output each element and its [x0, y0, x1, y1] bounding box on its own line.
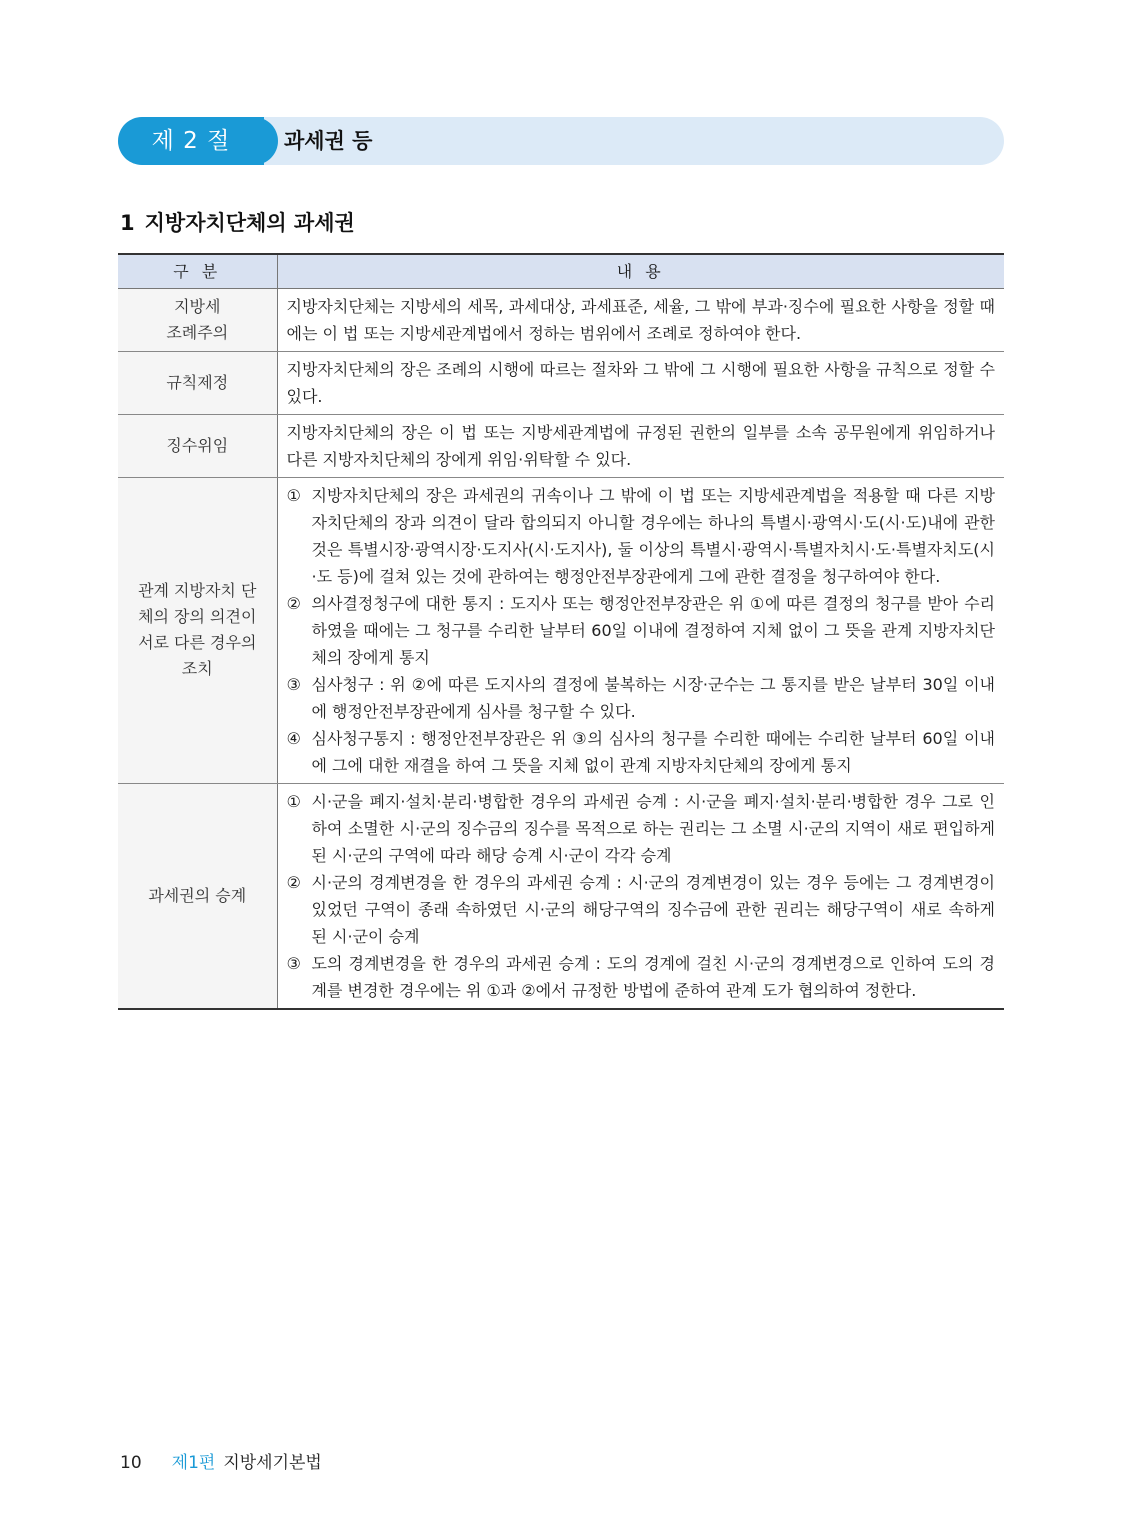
row-label [118, 477, 277, 783]
row-label [118, 288, 277, 351]
list-item [287, 482, 996, 590]
row-content: 지방자치단체의 장은 이 법 또는 지방세관계법에 규정된 권한의 일부를 소속 공무원에게 위임하거나 다른 지방자치단체의 장에게 위임·위탁할 수 있다. [277, 414, 1004, 477]
item-mark: ① [286, 485, 301, 505]
item-text: 지방자치단체의 장은 과세권의 귀속이나 그 밖에 이 법 또는 지방세관계법을 적용할 때 다른 지방자치단체의 장과 의견이 달라 합의되지 아니할 경우에는 하나의 특별시·광역시·도(시·도)내에 관한 것은 특별시장·광역시장·도지사(시·도지사), 둘 이상의 특별시·광역시·특별자치시·도·특별자치도(시·도 등)에 걸쳐 있는 것에 관하여는 행정안전부장관에게 그에 관한 결정을 청구하여야 한다. [311, 485, 995, 586]
row-label: 규칙제정 [118, 351, 277, 414]
heading-number: 1 [120, 211, 135, 235]
table-row [118, 288, 1004, 351]
item-text: 시·군의 경계변경을 한 경우의 과세권 승계 : 시·군의 경계변경이 있는 경우 등에는 그 경계변경이 있었던 구역이 종래 속하였던 시·군의 해당구역의 징수금에 관한 권리는 해당구역이 새로 속하게 된 시·군이 승계 [311, 872, 995, 946]
list-item [287, 590, 996, 671]
list-item [287, 671, 996, 725]
header-category: 구 분 [118, 254, 277, 288]
item-mark: ② [286, 872, 301, 892]
row-content: 지방자치단체는 지방세의 세목, 과세대상, 과세표준, 세율, 그 밖에 부과·징수에 필요한 사항을 정할 때에는 이 법 또는 지방세관계법에서 정하는 범위에서 조례로 정하여야 한다. [277, 288, 1004, 351]
list-item [287, 725, 996, 779]
list-item [287, 950, 996, 1004]
item-text: 의사결정청구에 대한 통지 : 도지사 또는 행정안전부장관은 위 ①에 따른 결정의 청구를 받아 수리하였을 때에는 그 청구를 수리한 날부터 60일 이내에 결정하여 지체 없이 그 뜻을 관계 지방자치단체의 장에게 통지 [311, 593, 995, 667]
table-header-row [118, 254, 1004, 288]
part-title: 지방세기본법 [223, 1453, 322, 1473]
section-title: 과세권 등 [284, 129, 373, 153]
row-content [277, 477, 1004, 783]
page-number: 10 [120, 1453, 142, 1473]
header-content: 내 용 [277, 254, 1004, 288]
section-banner [118, 117, 1004, 165]
table-row [118, 414, 1004, 477]
list-item [287, 788, 996, 869]
part-label: 제1편 [171, 1453, 216, 1473]
row-content [277, 783, 1004, 1009]
item-text: 도의 경계변경을 한 경우의 과세권 승계 : 도의 경계에 걸친 시·군의 경계변경으로 인하여 도의 경계를 변경한 경우에는 위 ①과 ②에서 규정한 방법에 준하여 관계 도가 협의하여 정한다. [311, 953, 995, 1000]
table-row [118, 351, 1004, 414]
item-mark: ② [286, 593, 301, 613]
page-footer [120, 1448, 322, 1473]
row-label: 징수위임 [118, 414, 277, 477]
list-item [287, 869, 996, 950]
heading-text: 지방자치단체의 과세권 [144, 211, 355, 235]
section-tab: 제 2 절 [118, 117, 264, 165]
row-label-text: 지방세 조례주의 [166, 296, 229, 342]
item-mark: ③ [286, 674, 301, 694]
item-text: 시·군을 폐지·설치·분리·병합한 경우의 과세권 승계 : 시·군을 폐지·설치·분리·병합한 경우 그로 인하여 소멸한 시·군의 징수금의 징수를 목적으로 하는 권리는 그 소멸 시·군의 지역이 새로 편입하게 된 시·군의 구역에 따라 해당 승계 시·군이 각각 승계 [311, 791, 995, 865]
row-label-text: 관계 지방자치 단체의 장의 의견이 서로 다른 경우의 조치 [138, 581, 257, 678]
table-row [118, 477, 1004, 783]
row-label: 과세권의 승계 [118, 783, 277, 1009]
subsection-heading [120, 207, 355, 237]
item-text: 심사청구통지 : 행정안전부장관은 위 ③의 심사의 청구를 수리한 때에는 수리한 날부터 60일 이내에 그에 대한 재결을 하여 그 뜻을 지체 없이 관계 지방자치단체의 장에게 통지 [311, 728, 995, 775]
item-mark: ③ [286, 953, 301, 973]
item-mark: ④ [286, 728, 301, 748]
item-text: 심사청구 : 위 ②에 따른 도지사의 결정에 불복하는 시장·군수는 그 통지를 받은 날부터 30일 이내에 행정안전부장관에게 심사를 청구할 수 있다. [311, 674, 995, 721]
row-content: 지방자치단체의 장은 조례의 시행에 따르는 절차와 그 밖에 그 시행에 필요한 사항을 규칙으로 정할 수 있다. [277, 351, 1004, 414]
content-table [118, 253, 1004, 1010]
item-mark: ① [286, 791, 301, 811]
table-row [118, 783, 1004, 1009]
